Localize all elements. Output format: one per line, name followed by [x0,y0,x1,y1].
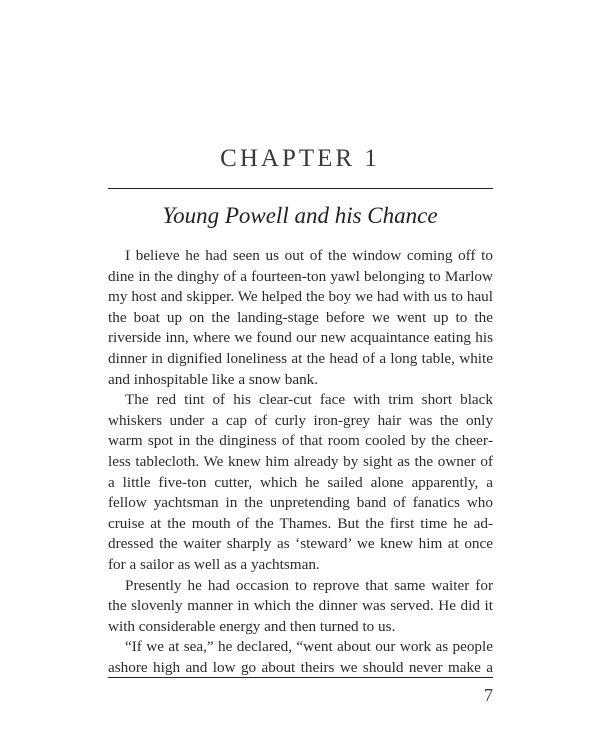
bottom-rule [108,677,493,678]
top-rule [108,188,493,189]
paragraph: “If we at sea,” he declared, “went about our work as people ashore high and low go about theirs we should never make a [108,638,493,676]
body-text [108,246,493,678]
paragraph: The red tint of his clear-cut face with trim short black whiskers under a cap of curly iron-grey hair was the only warm spot in the dinginess of that room cooled by the cheerless tablecloth. We knew him already by sight as the owner of a little five-ton cutter, which he sailed alone apparently, a fellow yachtsman in the unpretending band of fanatics who cruise at the mouth of the Thames. But the first time he addressed the waiter sharply as ‘steward’ we knew him at once for a sailor as well as a yachtsman. [108,391,493,573]
chapter-heading: CHAPTER 1 [220,145,380,172]
chapter-title: Young Powell and his Chance [162,203,438,228]
paragraph: Presently he had occasion to reprove that same waiter for the slovenly manner in which the dinner was served. He did it with considerable energy and then turned to us. [108,576,493,635]
page-number: 7 [484,685,493,705]
paragraph: I believe he had seen us out of the window coming off to dine in the dinghy of a fourteen-ton yawl belonging to Marlow my host and skipper. We helped the boy we had with us to haul the boat up on the landing-stage before we went up to the riverside inn, where we found our new acquaintance eating his dinner in dignified loneliness at the head of a long table, white and inhospitable like a snow bank. [108,247,493,388]
